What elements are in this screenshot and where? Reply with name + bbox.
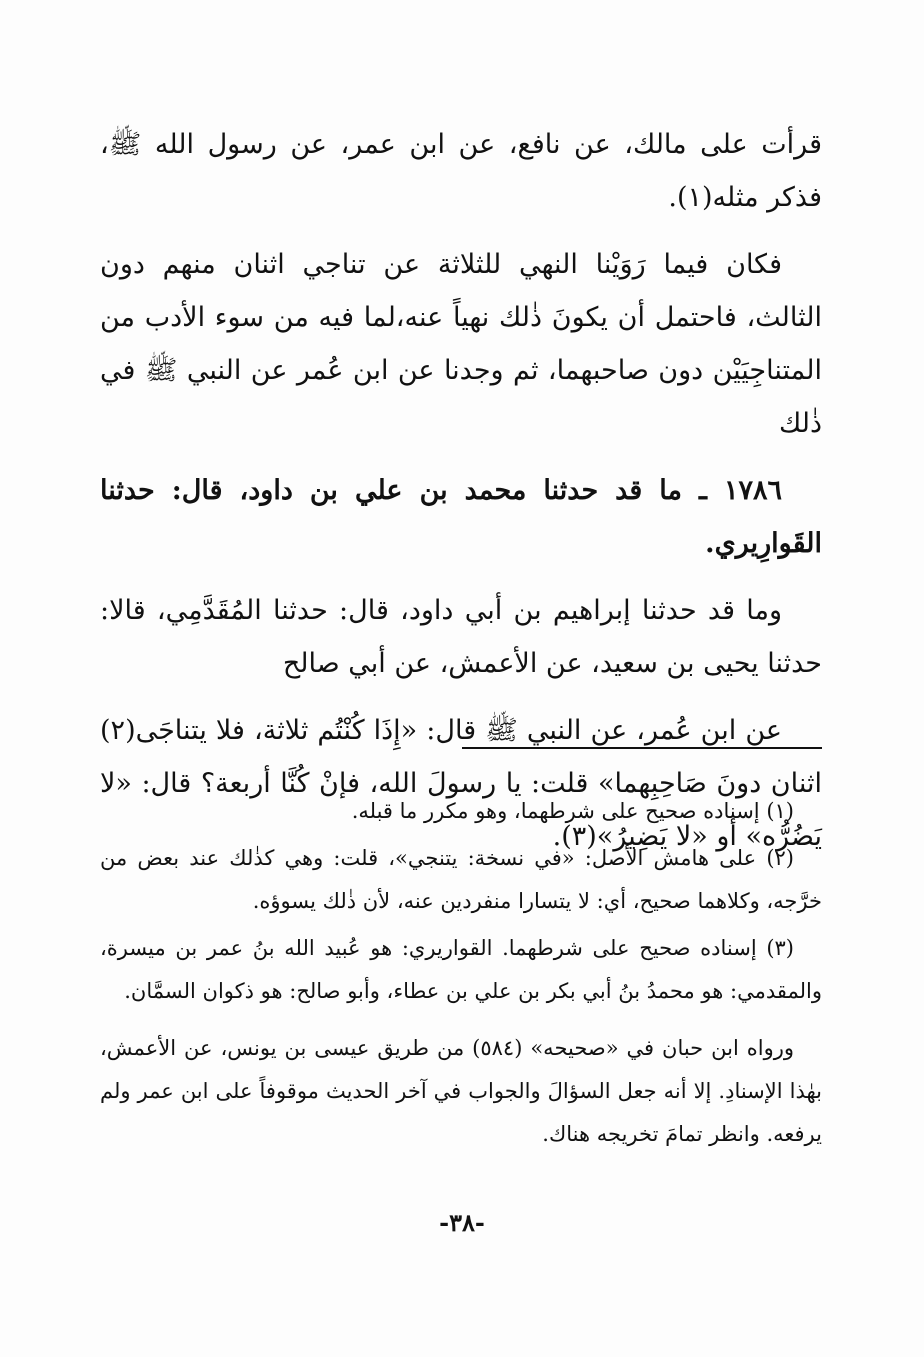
main-text: [100, 118, 822, 877]
footnote-2: (٢) على هامش الأصل: «في نسخة: يتنجي»، قلت: وهي كذٰلك عند بعض من خرَّجه، وكلاهما صحيح، أي: لا يتسارا منفردين عنه، لأن ذٰلك يسوؤه.: [100, 846, 822, 913]
paragraph-commentary: فكان فيما رَوَيْنا النهي للثلاثة عن تناجي اثنان منهم دون الثالث، فاحتمل أن يكونَ ذٰلك نهياً عنه،لما فيه من سوء الأدب من المتناجِيَيْن دون صاحبهما، ثم وجدنا عن ابن عُمر عن النبي ﷺ في ذٰلك: [100, 249, 822, 439]
footnote-3: (٣) إسناده صحيح على شرطهما. القواريري: هو عُبيد الله بنُ عمر بن ميسرة، والمقدمي: هو محمدُ بنُ أبي بكر بن علي بن عطاء، وأبو صالح: هو ذكوان السمَّان.: [100, 936, 822, 1003]
footnote-divider: [462, 747, 822, 749]
page-number: -٣٨-: [439, 1208, 485, 1237]
paragraph-hadith-1786: ١٧٨٦ ـ ما قد حدثنا محمد بن علي بن داود، قال: حدثنا القَوارِيري.: [100, 475, 822, 559]
footnote-3-continuation: ورواه ابن حبان في «صحيحه» (٥٨٤) من طريق عيسى بن يونس، عن الأعمش، بهٰذا الإسنادِ. إلا أنه جعل السؤالَ والجواب في آخر الحديث موقوفاً على ابن عمر ولم يرفعه. وانظر تمامَ تخريجه هناك.: [100, 1036, 822, 1146]
paragraph-narration: قرأت على مالك، عن نافع، عن ابن عمر، عن رسول الله ﷺ، فذكر مثله(١).: [100, 129, 822, 213]
paragraph-second-chain: وما قد حدثنا إبراهيم بن أبي داود، قال: حدثنا المُقَدَّمِي، قالا: حدثنا يحيى بن سعيد، عن الأعمش، عن أبي صالح: [100, 595, 822, 679]
footnotes: [100, 790, 822, 1160]
paragraph-hadith-text: عن ابن عُمر، عن النبي ﷺ قال: «إِذَا كُنْتُم ثلاثة، فلا يتناجَى(٢) اثنان دونَ صَاحِبِهما» قلت: يا رسولَ الله، فإنْ كُنَّا أربعة؟ قال: «لا يَضُرُّه» أو «لا يَضِيرُ»(٣).: [100, 715, 822, 852]
footnote-1: (١) إسناده صحيح على شرطهما، وهو مكرر ما قبله.: [351, 799, 794, 823]
